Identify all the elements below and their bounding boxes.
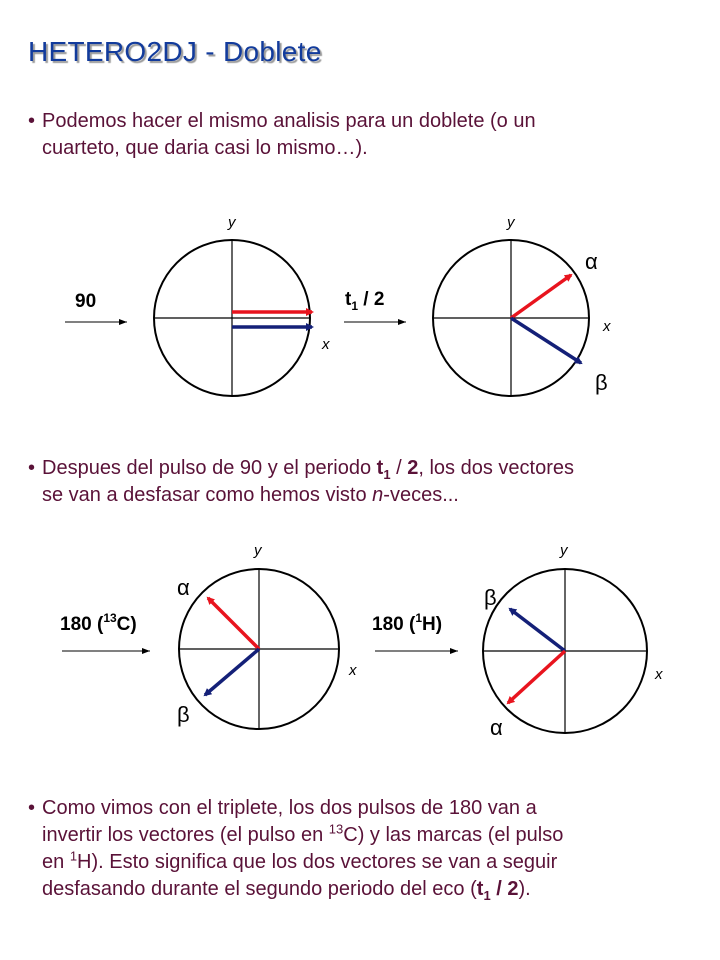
page-title: HETERO2DJ - Doblete bbox=[28, 36, 322, 67]
pulse-90-label: 90 bbox=[75, 291, 97, 312]
axis-y-label: y bbox=[254, 542, 262, 559]
p1-line2: cuarteto, que daria casi lo mismo…). bbox=[42, 137, 368, 159]
pulse-180-1h-label: 180 ($^1$H) bbox=[372, 611, 443, 635]
paragraph-desfase: • Despues del pulso de 90 y el periodo $t_1 / 2$, los dos vectores se van a desfasar como hemos visto n-veces... bbox=[28, 457, 574, 506]
alpha-vector bbox=[508, 651, 565, 703]
pulse-180-13c-label: 180 ($^{13}$C) bbox=[60, 611, 137, 635]
beta-label: β bbox=[595, 370, 608, 395]
alpha-label: α bbox=[585, 249, 598, 274]
axis-x-label: x bbox=[603, 318, 611, 335]
beta-label: β bbox=[484, 585, 497, 610]
paragraph-conclusion: • Como vimos con el triplete, los dos pulsos de 180 van a invertir los vectores (el pulso en $^{13}$C) y las marcas (el pulso en $^1$H). Esto significa que los dos vectores se van a seguir desfasando durante el segundo periodo del eco $(t_1 / 2)$. bbox=[28, 797, 564, 903]
figure-180-pulses bbox=[0, 535, 720, 755]
axis-x-label: x bbox=[655, 666, 663, 683]
beta-vector bbox=[511, 318, 581, 363]
axis-y-label: y bbox=[560, 542, 568, 559]
figure-90-t1 bbox=[0, 205, 720, 405]
bullet: • bbox=[28, 110, 36, 132]
axis-x-label: x bbox=[349, 662, 357, 679]
axis-x-label: x bbox=[322, 336, 330, 353]
bullet: • bbox=[28, 797, 36, 819]
axis-y-label: y bbox=[507, 214, 515, 231]
delay-t1-label: $t_1 / 2$ bbox=[345, 289, 385, 313]
beta-vector bbox=[205, 649, 259, 695]
alpha-label: α bbox=[490, 715, 503, 740]
bullet: • bbox=[28, 457, 36, 479]
beta-label: β bbox=[177, 702, 190, 727]
alpha-vector bbox=[511, 275, 571, 318]
beta-vector bbox=[510, 609, 565, 651]
alpha-vector bbox=[208, 598, 259, 649]
axis-y-label: y bbox=[228, 214, 236, 231]
paragraph-intro bbox=[28, 108, 700, 162]
p1-line1: Podemos hacer el mismo analisis para un doblete (o un bbox=[42, 110, 536, 132]
alpha-label: α bbox=[177, 575, 190, 600]
